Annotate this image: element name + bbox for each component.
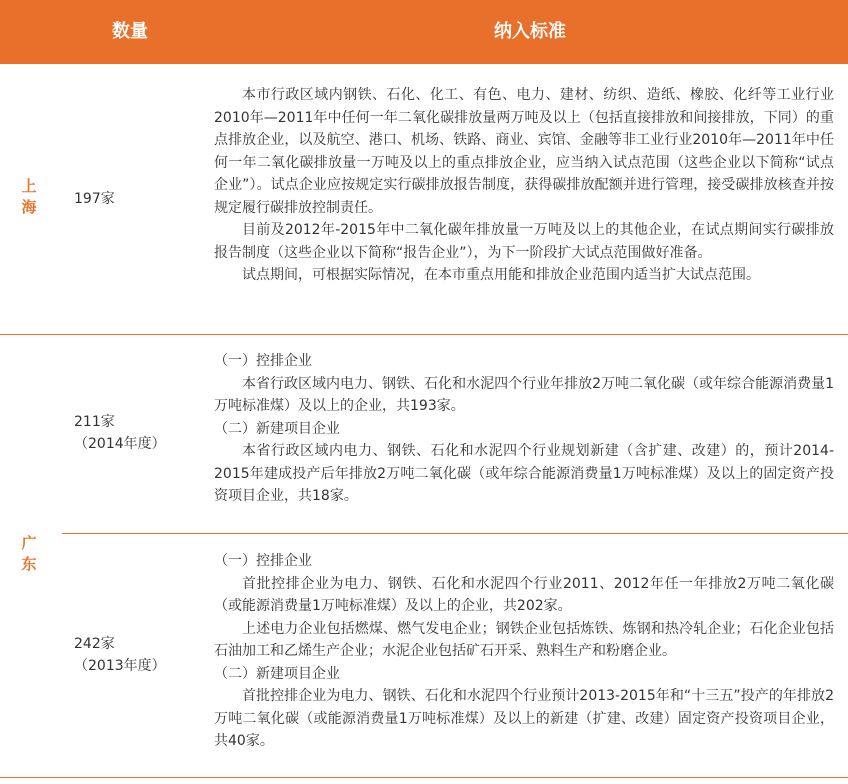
region-shanghai — [16, 176, 42, 218]
region-guangdong — [16, 533, 42, 575]
quantity-guangdong-2014 — [74, 411, 204, 455]
header-quantity: 数量 — [112, 21, 148, 42]
standard-line: 本省行政区域内电力、钢铁、石化和水泥四个行业规划新建（含扩建、改建）的，预计2014-2015年建成投产后年排放2万吨二氧化碳（或年综合能源消费量1万吨标准煤）及以上的固定资产投资项目企业，共18家。 — [214, 443, 834, 504]
standard-line: （二）新建项目企业 — [214, 420, 340, 437]
row-divider — [62, 533, 848, 534]
region-char: 海 — [21, 198, 37, 216]
standard-paragraph: 本市行政区域内钢铁、石化、化工、有色、电力、建材、纺织、造纸、橡胶、化纤等工业行业2010年—2011年中任何一年二氧化碳排放量两万吨及以上（包括直接排放和间接排放，下同）的重点排放企业，以及航空、港口、机场、铁路、商业、宾馆、金融等非工业行业2010年—2011年中任何一年二氧化碳排放量一万吨及以上的重点排放企业，应当纳入试点范围（这些企业以下简称“试点企业”）。试点企业应按规定实行碳排放报告制度，获得碳排放配额并进行管理，接受碳排放核查并按规定履行碳排放控制责任。 — [214, 87, 834, 216]
standard-line: 首批控排企业为电力、钢铁、石化和水泥四个行业2011、2012年任一年排放2万吨二氧化碳（或能源消费量1万吨标准煤）及以上的企业，共202家。 — [214, 575, 834, 614]
region-char: 东 — [21, 555, 37, 573]
quantity-guangdong-2013 — [74, 633, 204, 677]
row-divider — [0, 777, 848, 778]
header-standard: 纳入标准 — [494, 21, 566, 42]
standard-paragraph: 目前及2012年-2015年中二氧化碳年排放量一万吨及以上的其他企业，在试点期间实行碳排放报告制度（这些企业以下简称“报告企业”），为下一阶段扩大试点范围做好准备。 — [214, 222, 834, 261]
standard-line: （一）控排企业 — [214, 353, 312, 369]
quantity-value: 197家 — [74, 191, 115, 207]
quantity-year: （2014年度） — [74, 436, 166, 452]
region-char: 上 — [21, 177, 37, 195]
table-header — [0, 0, 848, 64]
standard-line: （一）控排企业 — [214, 553, 312, 569]
region-char: 广 — [21, 534, 37, 552]
row-divider — [0, 334, 848, 335]
standard-line: （二）新建项目企业 — [214, 665, 340, 682]
quantity-year: （2013年度） — [74, 658, 166, 674]
quantity-value: 211家 — [74, 414, 115, 430]
standard-line: 上述电力企业包括燃煤、燃气发电企业；钢铁企业包括炼铁、炼钢和热冷轧企业；石化企业包括石油加工和乙烯生产企业；水泥企业包括矿石开采、熟料生产和粉磨企业。 — [214, 620, 834, 659]
standard-line: 首批控排企业为电力、钢铁、石化和水泥四个行业预计2013-2015年和“十三五”投产的年排放2万吨二氧化碳（或能源消费量1万吨标准煤）及以上的新建（扩建、改建）固定资产投资项目企业，共40家。 — [214, 688, 834, 749]
quantity-shanghai — [74, 188, 204, 210]
quantity-value: 242家 — [74, 636, 115, 652]
standard-guangdong-2014 — [214, 350, 834, 508]
standard-guangdong-2013 — [214, 550, 834, 753]
standard-paragraph: 试点期间，可根据实际情况，在本市重点用能和排放企业范围内适当扩大试点范围。 — [242, 267, 760, 283]
standard-line: 本省行政区域内电力、钢铁、石化和水泥四个行业年排放2万吨二氧化碳（或年综合能源消费量1万吨标准煤）及以上的企业，共193家。 — [214, 375, 834, 414]
standard-shanghai — [214, 84, 834, 287]
